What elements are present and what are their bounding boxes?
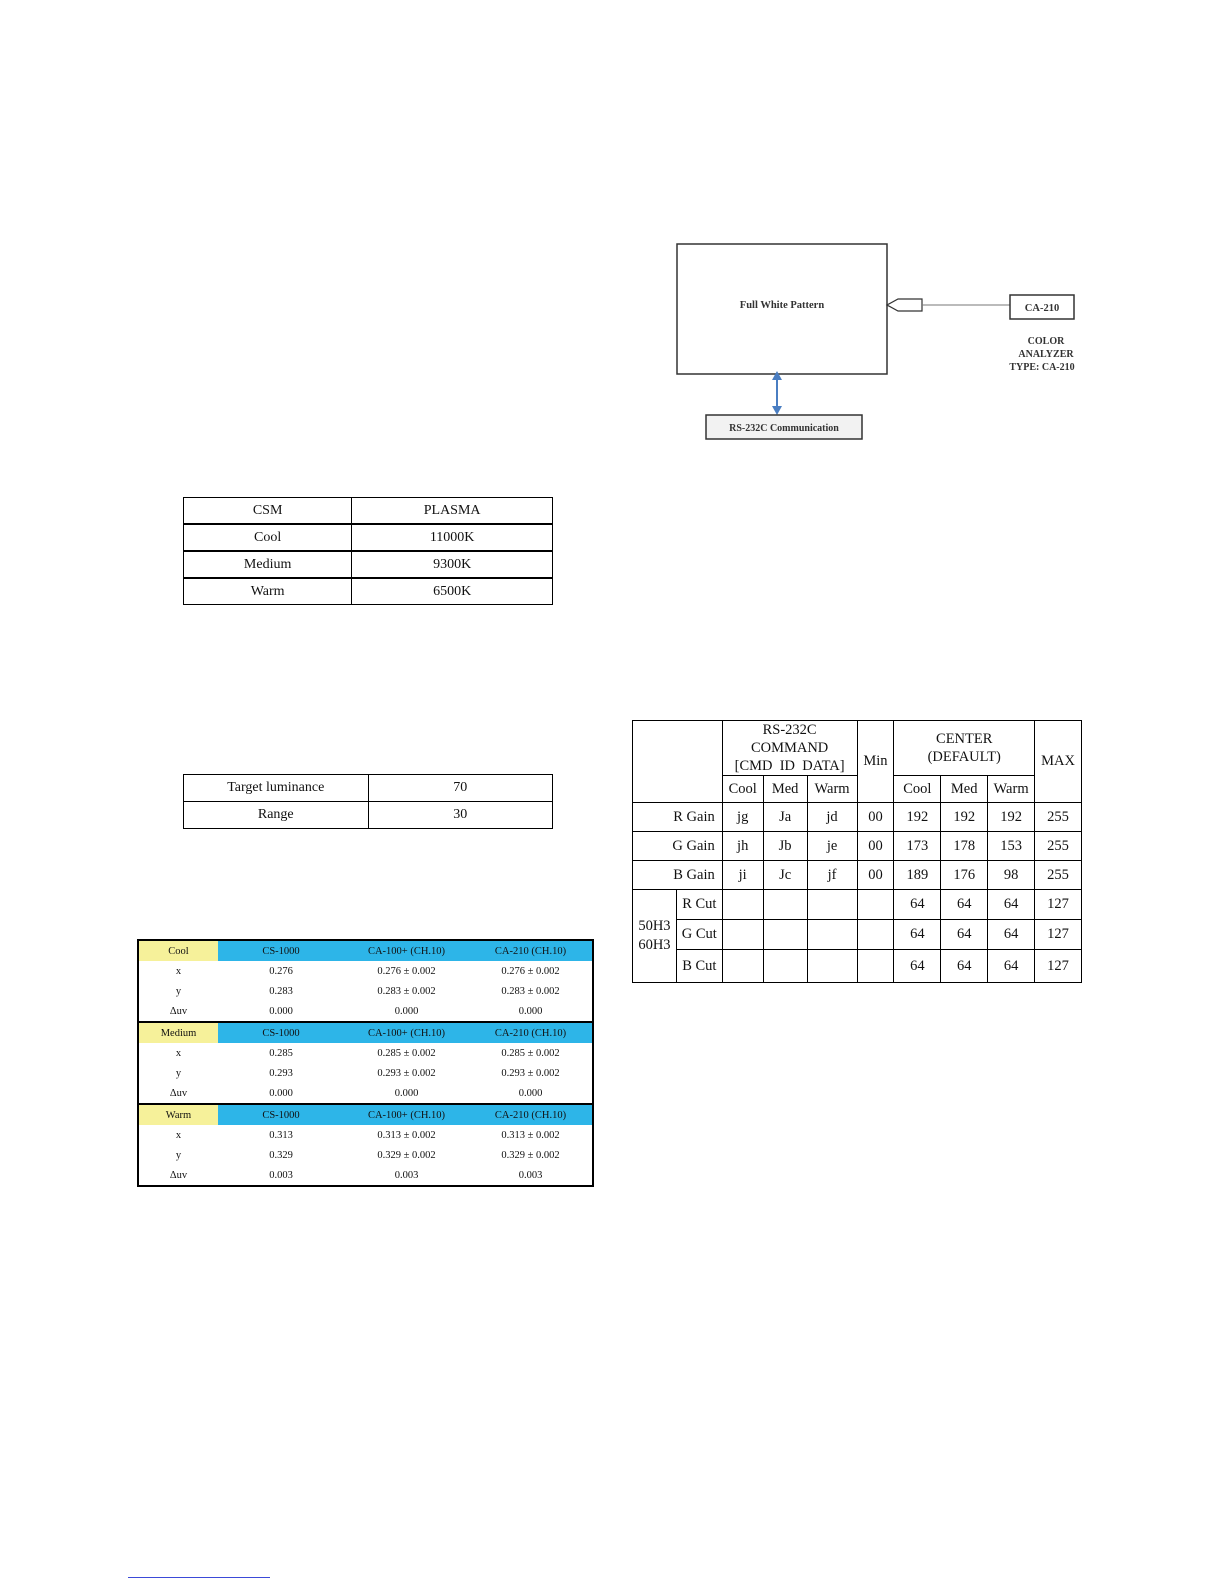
table-header-cell: CA-100+ (CH.10) <box>344 1022 469 1043</box>
table-cell: 0.003 <box>269 1169 293 1181</box>
table-row <box>138 1145 593 1165</box>
table-cell <box>763 920 807 950</box>
table-row <box>184 775 553 802</box>
table-row <box>184 524 553 551</box>
table-cell: Medium <box>184 551 352 578</box>
table-cell: Δuv <box>169 1005 188 1017</box>
table-cell: 00 <box>857 832 894 861</box>
table-cell: 0.283 <box>269 985 293 997</box>
table-header-cell: CA-210 (CH.10) <box>469 1022 593 1043</box>
table-cell: 0.283 ± 0.002 <box>501 985 560 997</box>
table-row <box>138 961 593 981</box>
table-row <box>184 551 553 578</box>
table-cell: 127 <box>1035 950 1082 983</box>
table-cell: 64 <box>941 920 988 950</box>
luminance-table <box>183 774 553 829</box>
table-row <box>184 802 553 829</box>
row-label: R Gain <box>633 803 723 832</box>
table-cell: 192 <box>988 803 1035 832</box>
table-cell <box>722 920 763 950</box>
table-cell: y <box>175 985 182 997</box>
table-cell: 0.329 <box>269 1149 293 1161</box>
table-cell: 64 <box>894 950 941 983</box>
table-cell: Target luminance <box>184 775 369 802</box>
cut-group-label-line2: 60H3 <box>638 937 671 953</box>
table-header-row <box>633 721 1082 776</box>
table-cell: 00 <box>857 803 894 832</box>
table-cell: y <box>175 1067 182 1079</box>
color-coordinate-table <box>137 939 594 1187</box>
csm-table <box>183 497 553 605</box>
table-cell: 64 <box>941 950 988 983</box>
table-cell: 127 <box>1035 890 1082 920</box>
table-cell: 64 <box>988 920 1035 950</box>
table-cell: 64 <box>894 920 941 950</box>
table-row <box>184 498 553 525</box>
table-cell <box>807 920 857 950</box>
probe-icon <box>887 299 922 311</box>
table-cell: 00 <box>857 861 894 890</box>
table-row <box>138 1165 593 1186</box>
table-cell: Ja <box>763 803 807 832</box>
table-cell: Cool <box>184 524 352 551</box>
table-cell: 9300K <box>352 551 553 578</box>
pattern-label: Full White Pattern <box>739 300 825 311</box>
table-corner-cell <box>633 721 723 803</box>
table-row <box>633 861 1082 890</box>
analyzer-caption-line2: ANALYZER <box>1018 349 1074 360</box>
table-row <box>138 1083 593 1104</box>
footer-link-underline <box>128 1577 270 1578</box>
table-cell <box>763 890 807 920</box>
table-header-cell: Cool <box>722 776 763 803</box>
comm-label: RS-232C Communication <box>729 423 839 434</box>
table-cell: x <box>175 965 182 977</box>
table-cell: 0.000 <box>394 1005 419 1017</box>
min-header-cell: Min <box>857 721 894 803</box>
table-row <box>138 1063 593 1083</box>
table-cell: 255 <box>1035 832 1082 861</box>
table-cell: 0.293 ± 0.002 <box>377 1067 436 1079</box>
arrow-down-icon <box>772 406 782 415</box>
table-cell: jg <box>722 803 763 832</box>
table-cell: 70 <box>368 775 553 802</box>
table-cell: Δuv <box>169 1169 188 1181</box>
table-cell: 0.276 <box>269 965 293 977</box>
row-label: R Cut <box>676 890 722 920</box>
table-row <box>633 950 1082 983</box>
table-cell <box>722 950 763 983</box>
table-cell: 64 <box>894 890 941 920</box>
table-cell: jh <box>722 832 763 861</box>
table-header-cell: CA-210 (CH.10) <box>469 940 593 961</box>
table-row <box>138 1001 593 1022</box>
table-cell <box>807 890 857 920</box>
table-row <box>138 1043 593 1063</box>
table-cell: Δuv <box>169 1087 188 1099</box>
center-header-sub: (DEFAULT) <box>927 749 1001 765</box>
table-cell: ji <box>722 861 763 890</box>
table-cell: jf <box>807 861 857 890</box>
table-cell <box>763 950 807 983</box>
table-cell: 0.313 ± 0.002 <box>377 1129 436 1141</box>
table-cell: 0.329 ± 0.002 <box>377 1149 436 1161</box>
table-cell: 153 <box>988 832 1035 861</box>
table-row <box>633 803 1082 832</box>
table-cell: 0.329 ± 0.002 <box>501 1149 560 1161</box>
table-cell: 255 <box>1035 861 1082 890</box>
table-cell: 0.003 <box>394 1169 419 1181</box>
cut-group-label <box>633 890 677 983</box>
table-cell <box>807 950 857 983</box>
table-cell: 6500K <box>352 578 553 605</box>
command-header-title: RS-232C COMMAND <box>750 722 829 756</box>
table-header-row <box>138 940 593 961</box>
table-row <box>184 578 553 605</box>
table-header-row <box>138 1104 593 1125</box>
table-header-cell: Med <box>941 776 988 803</box>
table-cell <box>857 920 894 950</box>
table-cell: 0.000 <box>518 1087 543 1099</box>
table-row <box>633 832 1082 861</box>
table-cell: 173 <box>894 832 941 861</box>
table-header-cell: CS-1000 <box>218 1022 344 1043</box>
table-cell: y <box>175 1149 182 1161</box>
table-cell: x <box>175 1129 182 1141</box>
table-cell: 0.313 ± 0.002 <box>501 1129 560 1141</box>
table-header-cell: CS-1000 <box>218 940 344 961</box>
table-row <box>138 981 593 1001</box>
cut-group-label-line1: 50H3 <box>638 918 671 934</box>
table-cell: 30 <box>368 802 553 829</box>
table-header-row <box>138 1022 593 1043</box>
table-header-cell: CA-210 (CH.10) <box>469 1104 593 1125</box>
analyzer-caption-line1: COLOR <box>1027 336 1065 347</box>
table-cell: Jc <box>763 861 807 890</box>
table-header-cell: Med <box>763 776 807 803</box>
table-row <box>138 1125 593 1145</box>
row-label: B Gain <box>633 861 723 890</box>
table-cell: 0.000 <box>269 1087 293 1099</box>
table-header-cell: PLASMA <box>352 498 553 525</box>
table-cell: 11000K <box>352 524 553 551</box>
table-cell: 0.000 <box>269 1005 293 1017</box>
table-cell: 0.283 ± 0.002 <box>377 985 436 997</box>
table-cell: 0.276 ± 0.002 <box>501 965 560 977</box>
analyzer-caption-line3: TYPE: CA-210 <box>1009 362 1075 373</box>
table-cell: 192 <box>894 803 941 832</box>
row-label: B Cut <box>676 950 722 983</box>
table-cell <box>857 950 894 983</box>
center-header-title: CENTER <box>936 731 993 747</box>
table-cell: 98 <box>988 861 1035 890</box>
table-cell: Range <box>184 802 369 829</box>
table-cell: 255 <box>1035 803 1082 832</box>
mode-cell: Cool <box>138 940 218 961</box>
table-cell: 0.285 ± 0.002 <box>377 1047 436 1059</box>
table-cell: 64 <box>941 890 988 920</box>
analyzer-box-label: CA-210 <box>1024 303 1060 314</box>
mode-cell: Medium <box>138 1022 218 1043</box>
table-cell: 0.276 ± 0.002 <box>377 965 436 977</box>
table-cell: Jb <box>763 832 807 861</box>
table-cell: 0.313 <box>269 1129 293 1141</box>
table-header-cell: Warm <box>807 776 857 803</box>
command-header-sub: [CMD ID DATA] <box>734 758 845 774</box>
table-cell: x <box>175 1047 182 1059</box>
table-cell <box>857 890 894 920</box>
table-cell: 64 <box>988 890 1035 920</box>
table-cell: jd <box>807 803 857 832</box>
center-header-cell <box>894 721 1035 776</box>
row-label: G Gain <box>633 832 723 861</box>
table-header-cell: CSM <box>184 498 352 525</box>
max-header-cell: MAX <box>1035 721 1082 803</box>
table-header-cell: Cool <box>894 776 941 803</box>
table-cell: 189 <box>894 861 941 890</box>
table-cell: 127 <box>1035 920 1082 950</box>
table-cell: 0.003 <box>518 1169 543 1181</box>
table-cell: 192 <box>941 803 988 832</box>
table-cell: 0.000 <box>394 1087 419 1099</box>
table-cell: 178 <box>941 832 988 861</box>
table-row <box>633 920 1082 950</box>
mode-cell: Warm <box>138 1104 218 1125</box>
table-cell: 0.293 ± 0.002 <box>501 1067 560 1079</box>
table-cell: 0.293 <box>269 1067 293 1079</box>
rs232c-command-table <box>632 720 1082 983</box>
measurement-setup-diagram <box>676 243 1076 443</box>
table-header-cell: CS-1000 <box>218 1104 344 1125</box>
table-header-cell: CA-100+ (CH.10) <box>344 940 469 961</box>
table-cell: 0.285 ± 0.002 <box>501 1047 560 1059</box>
row-label: G Cut <box>676 920 722 950</box>
table-cell: 0.000 <box>518 1005 543 1017</box>
table-cell: 0.285 <box>269 1047 293 1059</box>
table-cell <box>722 890 763 920</box>
table-header-cell: Warm <box>988 776 1035 803</box>
table-cell: Warm <box>184 578 352 605</box>
command-header-cell <box>722 721 857 776</box>
table-cell: 176 <box>941 861 988 890</box>
table-cell: 64 <box>988 950 1035 983</box>
table-header-cell: CA-100+ (CH.10) <box>344 1104 469 1125</box>
table-row <box>633 890 1082 920</box>
table-cell: je <box>807 832 857 861</box>
